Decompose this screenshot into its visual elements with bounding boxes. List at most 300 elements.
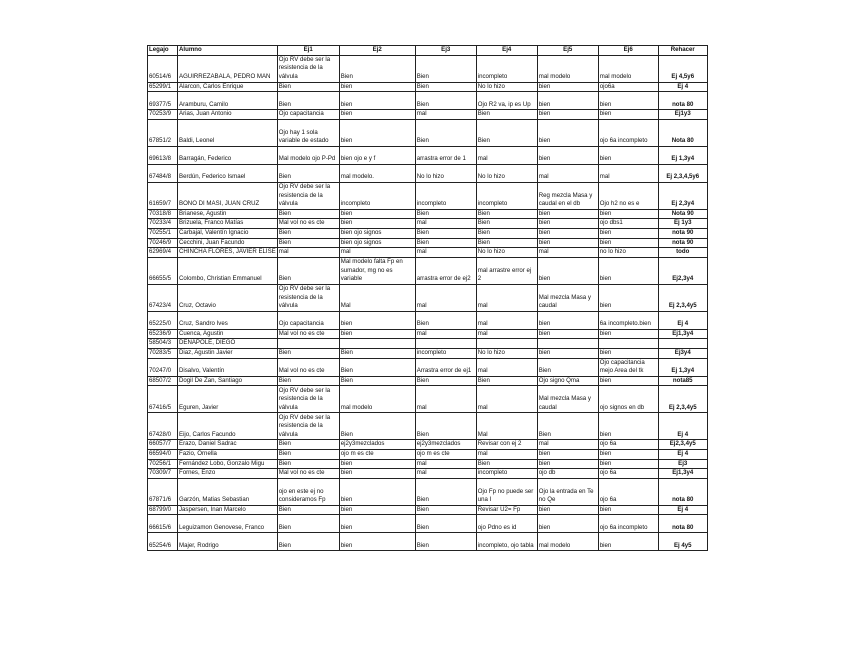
cell-ej3[interactable]: Bien [415,92,476,110]
cell-legajo[interactable]: 70283/5 [148,348,178,358]
cell-ej5[interactable]: mal [537,440,598,450]
cell-rehacer[interactable]: Ej 1,3y4 [658,146,707,164]
cell-ej1[interactable]: Ojo RV debe ser la resistencia de la válvula [277,55,339,82]
cell-ej5[interactable]: bien [537,119,598,146]
table-row [148,358,708,376]
cell-ej3[interactable]: Bien [415,515,476,533]
cell-ej1[interactable]: Mal vol no es cte [277,219,339,229]
cell-ej5[interactable]: mal [537,248,598,258]
cell-ej6[interactable]: bien [598,209,658,219]
cell-legajo[interactable]: 69613/8 [148,146,178,164]
cell-alumno[interactable]: Cuenca, Agustin [178,329,278,339]
cell-ej5[interactable]: bien [537,505,598,515]
cell-ej6[interactable]: ojo dbs1 [598,219,658,229]
cell-legajo[interactable]: 70309/7 [148,469,178,479]
cell-ej1[interactable]: Ojo capacitancia [277,110,339,120]
cell-rehacer[interactable]: Ej 1y3 [658,219,707,229]
cell-ej5[interactable]: Bien [537,413,598,440]
cell-rehacer[interactable]: Ej2,3,4y5 [658,440,707,450]
cell-ej5[interactable]: Mal mezcla Masa y caudal [537,386,598,413]
cell-ej4[interactable]: No lo hizo [476,164,537,182]
cell-legajo[interactable]: 58504/3 [148,339,178,349]
cell-ej6[interactable]: ojo 6a [598,469,658,479]
cell-alumno[interactable]: Baldi, Leonel [178,119,278,146]
cell-ej2[interactable]: Mal [339,284,415,311]
cell-ej2[interactable]: bien [339,478,415,505]
cell-rehacer[interactable]: Ej 2,3,4y5 [658,284,707,311]
cell-ej5[interactable]: Reg mezcla Masa y caudal en el db [537,182,598,209]
cell-ej1[interactable]: Bien [277,505,339,515]
cell-ej2[interactable]: Bien [339,376,415,386]
cell-ej1[interactable]: Bien [277,440,339,450]
cell-rehacer[interactable]: Ej 4 [658,505,707,515]
cell-ej1[interactable]: Mal modelo ojo P-Pd [277,146,339,164]
cell-rehacer[interactable]: Ej 4 [658,311,707,329]
cell-ej3[interactable]: arrastra error de 1 [415,146,476,164]
cell-ej1[interactable]: ojo en este ej no consideramos Fp [277,478,339,505]
cell-legajo[interactable]: 67428/0 [148,413,178,440]
cell-ej1[interactable]: Ojo RV debe ser la resistencia de la válvula [277,182,339,209]
cell-ej3[interactable]: Bien [415,413,476,440]
cell-ej2[interactable]: Mal modelo falta Fp en sumador, mg no es variable [339,257,415,284]
cell-ej2[interactable]: bien ojo signos [339,228,415,238]
cell-ej5[interactable]: bien [537,92,598,110]
cell-ej4[interactable]: Bien [476,110,537,120]
header-rehacer[interactable]: Rehacer [658,46,707,56]
cell-ej5[interactable]: bien [537,110,598,120]
cell-legajo[interactable]: 66655/5 [148,257,178,284]
cell-alumno[interactable]: Majer, Rodrigo [178,533,278,551]
cell-ej6[interactable]: ojo6a [598,82,658,92]
cell-alumno[interactable]: Barragán, Federico [178,146,278,164]
cell-ej1[interactable]: Mal vol no es cte [277,469,339,479]
header-ej3[interactable]: Ej3 [415,46,476,56]
cell-ej2[interactable]: bien [339,119,415,146]
cell-ej3[interactable]: Bien [415,209,476,219]
table-row [148,311,708,329]
cell-ej1[interactable]: mal [277,248,339,258]
cell-ej6[interactable]: ojo 6a incompleto [598,515,658,533]
cell-ej3[interactable]: mal [415,248,476,258]
cell-ej5[interactable]: bien [537,348,598,358]
cell-ej5[interactable]: mal modelo [537,55,598,82]
cell-ej2[interactable]: bien [339,533,415,551]
cell-ej2[interactable]: bien [339,82,415,92]
cell-rehacer[interactable]: Ej 2,3,4y5 [658,386,707,413]
table-row [148,533,708,551]
cell-ej1[interactable] [277,339,339,349]
cell-ej3[interactable]: Bien [415,228,476,238]
cell-ej1[interactable]: Bien [277,459,339,469]
cell-legajo[interactable]: 66594/0 [148,449,178,459]
cell-ej5[interactable]: bien [537,228,598,238]
cell-rehacer[interactable] [658,339,707,349]
cell-ej6[interactable]: bien [598,449,658,459]
cell-legajo[interactable]: 68507/2 [148,376,178,386]
cell-ej1[interactable]: Bien [277,228,339,238]
cell-ej2[interactable]: bien [339,311,415,329]
cell-ej2[interactable]: bien ojo signos [339,238,415,248]
cell-ej4[interactable]: mal [476,146,537,164]
cell-ej2[interactable]: incompleto [339,182,415,209]
cell-ej1[interactable]: Bien [277,209,339,219]
cell-alumno[interactable]: Erazo, Daniel Sadrac [178,440,278,450]
cell-legajo[interactable]: 67423/4 [148,284,178,311]
cell-ej5[interactable]: bien [537,515,598,533]
cell-ej1[interactable]: Bien [277,92,339,110]
cell-ej1[interactable]: Bien [277,533,339,551]
cell-ej5[interactable]: bien [537,257,598,284]
cell-alumno[interactable]: Dogil De Zan, Santiago [178,376,278,386]
cell-alumno[interactable]: DENÁPOLE, DIEGO [178,339,278,349]
cell-ej2[interactable]: Bien [339,348,415,358]
table-row [148,119,708,146]
cell-ej4[interactable]: mal [476,358,537,376]
cell-rehacer[interactable]: Ej 2,3y4 [658,182,707,209]
cell-ej4[interactable]: No lo hizo [476,248,537,258]
cell-rehacer[interactable]: Ej 2,3,4,5y6 [658,164,707,182]
cell-ej6[interactable]: bien [598,505,658,515]
cell-rehacer[interactable]: Ej1y3 [658,110,707,120]
cell-rehacer[interactable]: Ej 4 [658,449,707,459]
cell-legajo[interactable]: 69377/5 [148,92,178,110]
table-row [148,182,708,209]
cell-alumno[interactable]: Cecchini, Juan Facundo [178,238,278,248]
cell-alumno[interactable]: Leguizamon Genovese, Franco [178,515,278,533]
cell-ej6[interactable]: bien [598,238,658,248]
cell-ej1[interactable]: Bien [277,164,339,182]
cell-ej4[interactable]: No lo hizo [476,348,537,358]
cell-ej5[interactable] [537,339,598,349]
cell-ej1[interactable]: Mal vol no es cte [277,358,339,376]
cell-ej2[interactable]: bien ojo e y f [339,146,415,164]
cell-ej6[interactable]: bien [598,110,658,120]
cell-ej2[interactable]: bien [339,459,415,469]
cell-ej6[interactable]: mal modelo [598,55,658,82]
cell-alumno[interactable]: Disalvo, Valentín [178,358,278,376]
cell-ej5[interactable]: bien [537,449,598,459]
cell-alumno[interactable]: Colombo, Christian Emmanuel [178,257,278,284]
cell-rehacer[interactable]: Ej 4,5y6 [658,55,707,82]
cell-alumno[interactable]: Carbajal, Valentín Ignacio [178,228,278,238]
cell-legajo[interactable]: 65254/6 [148,533,178,551]
cell-ej6[interactable]: bien [598,228,658,238]
cell-ej6[interactable]: no lo hizo [598,248,658,258]
cell-alumno[interactable]: CHINCHA FLORES, JAVIER ELISE [178,248,278,258]
cell-legajo[interactable]: 66615/6 [148,515,178,533]
cell-rehacer[interactable]: Ej 4 [658,413,707,440]
cell-ej5[interactable]: bien [537,311,598,329]
cell-ej4[interactable]: mal arrastre error ej 2 [476,257,537,284]
cell-alumno[interactable]: Diaz, Agustin Javier [178,348,278,358]
cell-legajo[interactable]: 70318/8 [148,209,178,219]
table-row [148,146,708,164]
cell-alumno[interactable]: Eguren, Javier [178,386,278,413]
cell-rehacer[interactable]: Ej 4y5 [658,533,707,551]
cell-ej4[interactable]: Bien [476,209,537,219]
cell-ej3[interactable]: mal [415,219,476,229]
cell-ej1[interactable]: Bien [277,348,339,358]
cell-ej4[interactable]: Mal [476,413,537,440]
cell-rehacer[interactable]: nota 80 [658,515,707,533]
cell-ej2[interactable]: ej2y3mezclados [339,440,415,450]
cell-ej6[interactable]: bien [598,92,658,110]
cell-ej6[interactable]: Ojo capacitancia mejo Area del tk [598,358,658,376]
cell-ej5[interactable]: bien [537,219,598,229]
cell-rehacer[interactable]: nota85 [658,376,707,386]
cell-ej2[interactable]: bien [339,469,415,479]
cell-rehacer[interactable]: Ej3y4 [658,348,707,358]
cell-ej1[interactable]: Mal vol no es cte [277,329,339,339]
cell-legajo[interactable]: 60514/6 [148,55,178,82]
cell-ej1[interactable]: Ojo RV debe ser la resistencia de la válvula [277,413,339,440]
cell-ej5[interactable]: mal modelo [537,533,598,551]
cell-ej4[interactable]: Bien [476,219,537,229]
cell-ej3[interactable]: Bien [415,376,476,386]
cell-ej2[interactable]: bien [339,505,415,515]
cell-ej4[interactable]: mal [476,284,537,311]
cell-ej4[interactable]: incompleto, ojo tabla [476,533,537,551]
cell-ej4[interactable]: Bien [476,228,537,238]
cell-ej4[interactable]: Revisar U2= Fp [476,505,537,515]
cell-ej6[interactable]: ojo 6a incompleto [598,119,658,146]
cell-ej3[interactable]: Bien [415,533,476,551]
cell-alumno[interactable]: AGUIRREZABALA, PEDRO MAN [178,55,278,82]
cell-legajo[interactable]: 68799/0 [148,505,178,515]
cell-ej6[interactable]: bien [598,284,658,311]
header-legajo[interactable]: Legajo [148,46,178,56]
cell-ej5[interactable]: bien [537,209,598,219]
cell-ej4[interactable]: No lo hizo [476,82,537,92]
cell-rehacer[interactable]: Ej3 [658,459,707,469]
cell-ej2[interactable]: bien [339,329,415,339]
cell-legajo[interactable]: 62969/4 [148,248,178,258]
cell-legajo[interactable]: 70256/1 [148,459,178,469]
cell-ej2[interactable]: Bien [339,55,415,82]
cell-ej5[interactable]: ojo db [537,469,598,479]
cell-ej3[interactable]: incompleto [415,182,476,209]
cell-ej4[interactable]: mal [476,386,537,413]
cell-ej4[interactable]: Bien [476,238,537,248]
cell-ej3[interactable]: ej2y3mezclados [415,440,476,450]
header-ej2[interactable]: Ej2 [339,46,415,56]
cell-ej6[interactable]: Ojo h2 no es e [598,182,658,209]
cell-ej3[interactable]: Arrastra error de ej1 [415,358,476,376]
cell-ej3[interactable]: Bien [415,82,476,92]
cell-ej6[interactable]: bien [598,329,658,339]
cell-ej6[interactable] [598,339,658,349]
cell-alumno[interactable]: Fernández Lobo, Gonzalo Migu [178,459,278,469]
cell-alumno[interactable]: Fazio, Ornella [178,449,278,459]
cell-ej6[interactable]: ojo 6a [598,478,658,505]
cell-ej4[interactable] [476,339,537,349]
cell-ej6[interactable]: bien [598,413,658,440]
cell-legajo[interactable]: 65236/9 [148,329,178,339]
cell-ej3[interactable]: No lo hizo [415,164,476,182]
cell-ej6[interactable]: bien [598,459,658,469]
cell-ej6[interactable]: bien [598,376,658,386]
cell-rehacer[interactable]: nota 80 [658,92,707,110]
cell-ej3[interactable]: mal [415,386,476,413]
cell-ej2[interactable] [339,339,415,349]
cell-ej2[interactable]: ojo m es cte [339,449,415,459]
cell-rehacer[interactable]: Nota 90 [658,209,707,219]
cell-rehacer[interactable]: todo [658,248,707,258]
cell-ej3[interactable]: Bien [415,311,476,329]
cell-ej4[interactable]: incompleto [476,55,537,82]
cell-rehacer[interactable]: Ej1,3y4 [658,329,707,339]
cell-alumno[interactable]: Berdún, Federico Ismael [178,164,278,182]
cell-ej3[interactable]: Bien [415,119,476,146]
cell-ej4[interactable]: mal [476,329,537,339]
cell-alumno[interactable]: Eijo, Carlos Facundo [178,413,278,440]
cell-alumno[interactable]: Cruz, Sandro Ives [178,311,278,329]
cell-ej5[interactable]: bien [537,82,598,92]
table-row [148,413,708,440]
cell-alumno[interactable]: Brizuela, Franco Matías [178,219,278,229]
cell-ej3[interactable] [415,339,476,349]
cell-ej6[interactable]: bien [598,348,658,358]
cell-alumno[interactable]: Garzón, Matias Sebastian [178,478,278,505]
cell-legajo[interactable]: 67851/2 [148,119,178,146]
cell-ej6[interactable]: mal [598,164,658,182]
cell-ej6[interactable]: 6a incompleto.bien [598,311,658,329]
cell-ej4[interactable]: Ojo Fp no puede ser una I [476,478,537,505]
cell-legajo[interactable]: 70247/0 [148,358,178,376]
cell-ej1[interactable]: Ojo RV debe ser la resistencia de la válvula [277,284,339,311]
cell-legajo[interactable]: 70253/9 [148,110,178,120]
cell-ej1[interactable]: Ojo hay 1 sola variable de estado [277,119,339,146]
cell-ej4[interactable]: incompleto [476,469,537,479]
cell-ej1[interactable]: Bien [277,238,339,248]
cell-rehacer[interactable]: Ej2,3y4 [658,257,707,284]
cell-alumno[interactable]: Brianese, Agustin [178,209,278,219]
cell-ej2[interactable]: Bien [339,413,415,440]
cell-ej2[interactable]: bien [339,110,415,120]
cell-ej4[interactable]: Bien [476,459,537,469]
cell-ej3[interactable]: Bien [415,238,476,248]
header-alumno[interactable]: Alumno [178,46,278,56]
cell-ej4[interactable]: Ojo R2 va, ip es Up [476,92,537,110]
header-ej6[interactable]: Ej6 [598,46,658,56]
cell-ej1[interactable]: Bien [277,515,339,533]
cell-rehacer[interactable]: nota 80 [658,478,707,505]
cell-rehacer[interactable]: Ej 1,3y4 [658,358,707,376]
cell-ej5[interactable]: Ojo la entrada en Te no Qe [537,478,598,505]
cell-ej3[interactable]: incompleto [415,348,476,358]
cell-legajo[interactable]: 70255/1 [148,228,178,238]
cell-alumno[interactable]: BONO DI MASI, JUAN CRUZ [178,182,278,209]
cell-alumno[interactable]: Arias, Juan Antonio [178,110,278,120]
cell-ej6[interactable]: bien [598,257,658,284]
cell-legajo[interactable]: 70233/4 [148,219,178,229]
cell-legajo[interactable]: 65225/0 [148,311,178,329]
header-ej5[interactable]: Ej5 [537,46,598,56]
cell-ej5[interactable]: Bien [537,358,598,376]
header-ej1[interactable]: Ej1 [277,46,339,56]
cell-ej5[interactable]: mal [537,164,598,182]
cell-legajo[interactable]: 66057/7 [148,440,178,450]
cell-ej5[interactable]: bien [537,459,598,469]
cell-ej4[interactable]: Revisar con ej 2 [476,440,537,450]
cell-ej5[interactable]: bien [537,238,598,248]
cell-ej5[interactable]: bien [537,146,598,164]
cell-ej2[interactable]: mal modelo. [339,164,415,182]
cell-ej4[interactable]: mal [476,311,537,329]
cell-ej6[interactable]: bien [598,146,658,164]
cell-alumno[interactable]: Cruz, Octavio [178,284,278,311]
cell-alumno[interactable]: Alarcon, Carlos Enrique [178,82,278,92]
cell-legajo[interactable]: 67484/8 [148,164,178,182]
table-row [148,284,708,311]
cell-alumno[interactable]: Jaspersen, Inan Marcelo [178,505,278,515]
cell-rehacer[interactable]: nota 90 [658,238,707,248]
cell-ej3[interactable]: mal [415,469,476,479]
cell-ej2[interactable]: bien [339,209,415,219]
cell-ej5[interactable]: Ojo signo Qma [537,376,598,386]
cell-ej3[interactable]: Bien [415,478,476,505]
cell-ej2[interactable]: bien [339,515,415,533]
cell-ej2[interactable]: mal [339,248,415,258]
cell-ej1[interactable]: Bien [277,376,339,386]
cell-ej3[interactable]: Bien [415,55,476,82]
header-ej4[interactable]: Ej4 [476,46,537,56]
cell-ej1[interactable]: Bien [277,257,339,284]
cell-ej2[interactable]: bien [339,92,415,110]
cell-legajo[interactable]: 67416/5 [148,386,178,413]
cell-legajo[interactable]: 65299/1 [148,82,178,92]
cell-ej3[interactable]: Bien [415,505,476,515]
cell-ej5[interactable]: Mal mezcla Masa y caudal [537,284,598,311]
cell-ej1[interactable]: Bien [277,82,339,92]
cell-ej1[interactable]: Ojo capacitancia [277,311,339,329]
cell-alumno[interactable]: Aramburu, Camilo [178,92,278,110]
cell-rehacer[interactable]: nota 90 [658,228,707,238]
cell-ej3[interactable]: mal [415,284,476,311]
cell-ej2[interactable]: Bien [339,358,415,376]
cell-legajo[interactable]: 61659/7 [148,182,178,209]
cell-ej6[interactable]: ojo 6a [598,440,658,450]
cell-ej6[interactable]: ojo signos en db [598,386,658,413]
cell-ej3[interactable]: arrastra error de ej2 [415,257,476,284]
cell-ej3[interactable]: ojo m es cte [415,449,476,459]
cell-rehacer[interactable]: Nota 80 [658,119,707,146]
cell-ej4[interactable]: ojo Pdno es id [476,515,537,533]
table-row [148,228,708,238]
cell-ej4[interactable]: incompleto [476,182,537,209]
cell-ej3[interactable]: mal [415,329,476,339]
cell-rehacer[interactable]: Ej1,3y4 [658,469,707,479]
cell-rehacer[interactable]: Ej 4 [658,82,707,92]
cell-ej6[interactable]: bien [598,533,658,551]
table-row [148,478,708,505]
cell-ej1[interactable]: Ojo RV debe ser la resistencia de la válvula [277,386,339,413]
cell-ej2[interactable]: mal modelo [339,386,415,413]
cell-ej3[interactable]: mal [415,110,476,120]
cell-ej3[interactable]: mal [415,459,476,469]
table-row [148,459,708,469]
cell-ej5[interactable]: bien [537,329,598,339]
cell-ej4[interactable]: mal [476,449,537,459]
cell-alumno[interactable]: Fornes, Enzo [178,469,278,479]
cell-legajo[interactable]: 70246/9 [148,238,178,248]
cell-legajo[interactable]: 67871/6 [148,478,178,505]
cell-ej4[interactable]: Bien [476,376,537,386]
table-row [148,449,708,459]
cell-ej4[interactable]: Bien [476,119,537,146]
cell-ej1[interactable]: Bien [277,449,339,459]
cell-ej2[interactable]: bien [339,219,415,229]
